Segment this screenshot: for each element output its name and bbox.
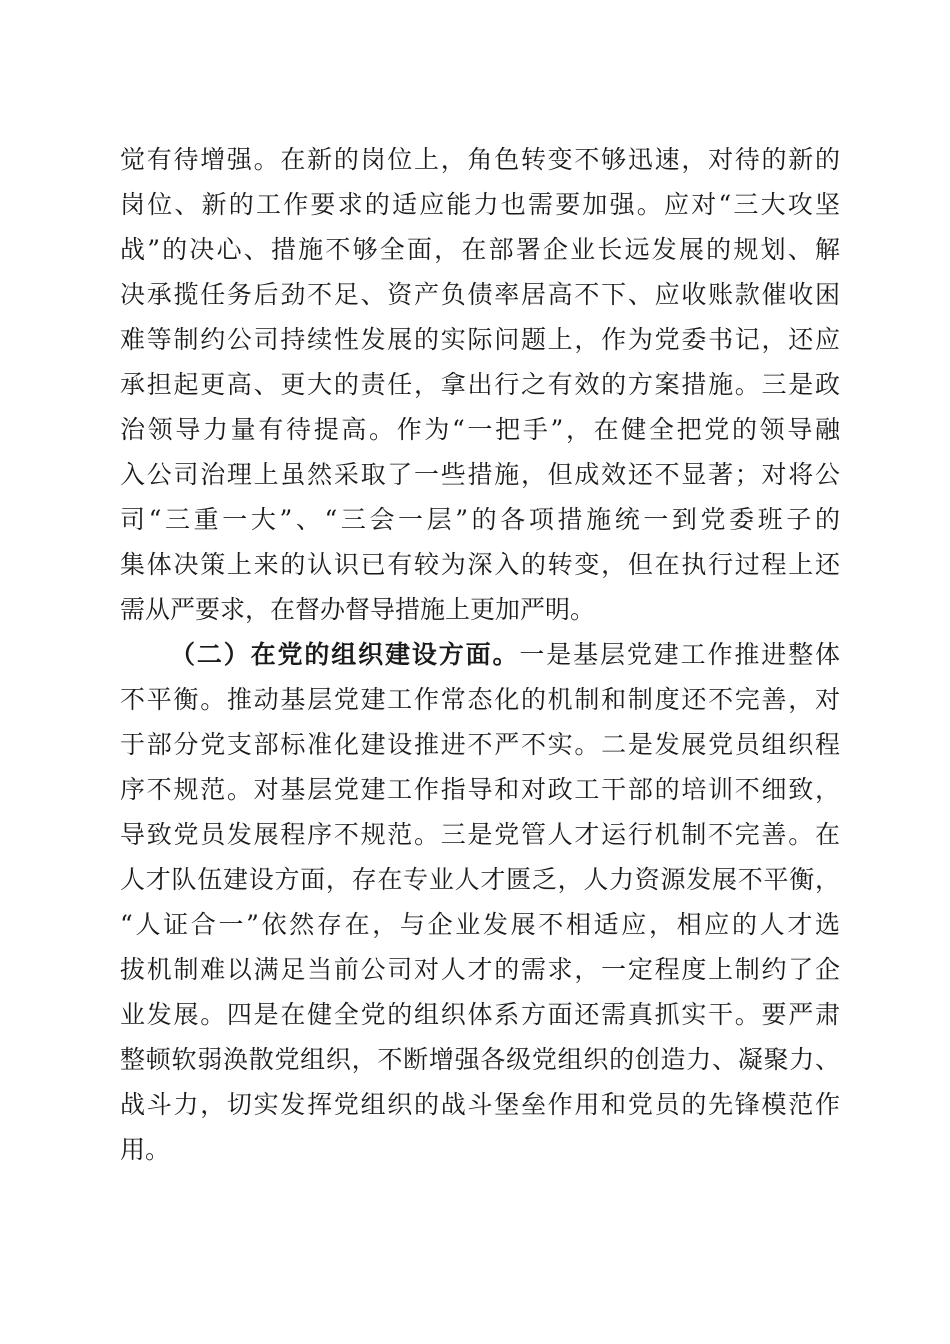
- paragraph-1-line-3: 战”的决心、措施不够全面，在部署企业长远发展的规划、解: [120, 235, 840, 264]
- paragraph-2-line-12: 用。: [120, 1135, 171, 1164]
- paragraph-1-line-11: 需从严要求，在督办督导措施上更加严明。: [120, 595, 596, 624]
- paragraph-2-line-11: 战斗力，切实发挥党组织的战斗堡垒作用和党员的先锋模范作: [120, 1090, 840, 1119]
- paragraph-2-line-5: 导致党员发展程序不规范。三是党管人才运行机制不完善。在: [120, 820, 840, 849]
- paragraph-2-line-7: “人证合一”依然存在，与企业发展不相适应，相应的人才选: [120, 910, 840, 939]
- paragraph-2-line-1-rest: 一是基层党建工作推进整体: [519, 640, 840, 669]
- paragraph-2-line-2: 不平衡。推动基层党建工作常态化的机制和制度还不完善，对: [120, 685, 840, 714]
- paragraph-2-line-3: 于部分党支部标准化建设推进不严不实。二是发展党员组织程: [120, 730, 840, 759]
- paragraph-1-line-1: 觉有待增强。在新的岗位上，角色转变不够迅速，对待的新的: [120, 145, 840, 174]
- paragraph-1-line-8: 入公司治理上虽然采取了一些措施，但成效还不显著；对将公: [120, 460, 840, 489]
- paragraph-2-line-10: 整顿软弱涣散党组织，不断增强各级党组织的创造力、凝聚力、: [120, 1045, 840, 1074]
- paragraph-1-line-7: 治领导力量有待提高。作为“一把手”，在健全把党的领导融: [120, 415, 840, 444]
- paragraph-2-line-6: 人才队伍建设方面，存在专业人才匮乏，人力资源发展不平衡，: [120, 865, 840, 894]
- paragraph-1-line-5: 难等制约公司持续性发展的实际问题上，作为党委书记，还应: [120, 325, 840, 354]
- paragraph-2-line-4: 序不规范。对基层党建工作指导和对政工干部的培训不细致，: [120, 775, 840, 804]
- paragraph-1-line-10: 集体决策上来的认识已有较为深入的转变，但在执行过程上还: [120, 550, 840, 579]
- paragraph-2-line-8: 拔机制难以满足当前公司对人才的需求，一定程度上制约了企: [120, 955, 840, 984]
- paragraph-1-line-4: 决承揽任务后劲不足、资产负债率居高不下、应收账款催收困: [120, 280, 840, 309]
- paragraph-1-line-2: 岗位、新的工作要求的适应能力也需要加强。应对“三大攻坚: [120, 190, 840, 219]
- section-heading: （二）在党的组织建设方面。: [170, 640, 520, 669]
- paragraph-1-line-6: 承担起更高、更大的责任，拿出行之有效的方案措施。三是政: [120, 370, 840, 399]
- paragraph-2-line-9: 业发展。四是在健全党的组织体系方面还需真抓实干。要严肃: [120, 1000, 840, 1029]
- paragraph-1-line-9: 司“三重一大”、“三会一层”的各项措施统一到党委班子的: [120, 505, 840, 534]
- paragraph-2-line-1: [170, 635, 840, 675]
